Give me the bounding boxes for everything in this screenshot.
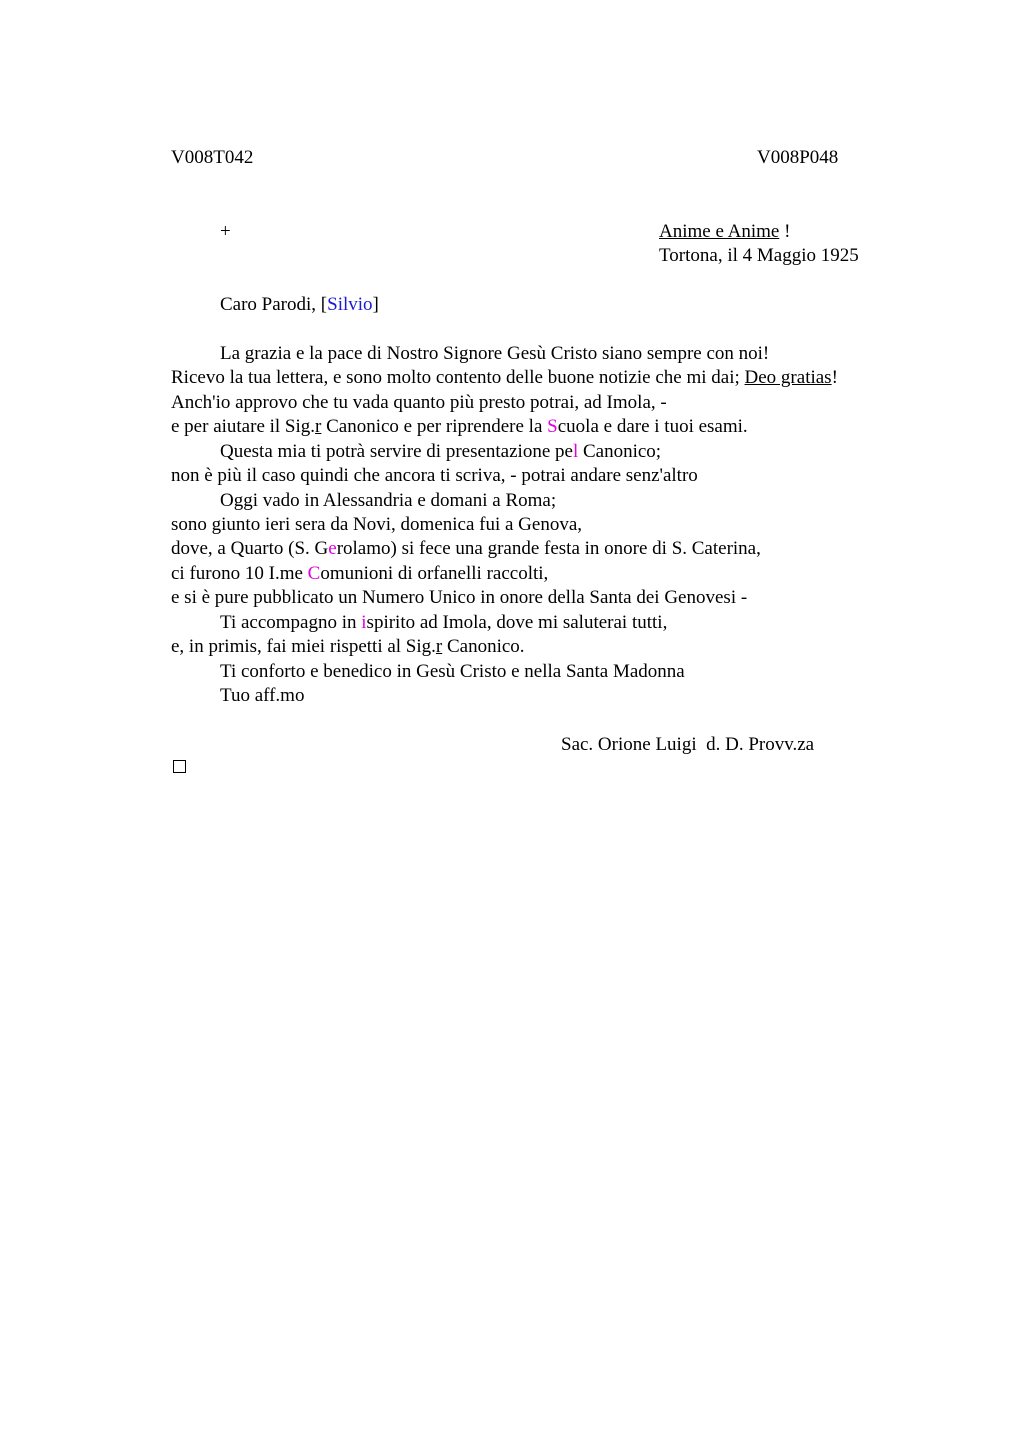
salutation-name: Silvio	[327, 294, 373, 315]
end-marker-box	[173, 760, 186, 773]
body-line-3: Anch'io approvo che tu vada quanto più presto potrai, ad Imola, -	[171, 392, 667, 413]
body-line-13	[171, 635, 525, 659]
body-line-4-c: cuola e dare i tuoi esami.	[557, 416, 748, 437]
salutation-suffix: ]	[372, 294, 379, 315]
body-line-12-mark: i	[361, 612, 367, 633]
body-line-8: sono giunto ieri sera da Novi, domenica fui a Genova,	[171, 514, 583, 535]
body-line-4-b: Canonico e per riprendere la	[321, 416, 548, 437]
body-line-14: Ti conforto e benedico in Gesù Cristo e nella Santa Madonna	[220, 661, 685, 682]
body-line-5-b: Canonico;	[578, 441, 662, 462]
body-line-10-b: omunioni di orfanelli raccolti,	[320, 563, 549, 584]
body-line-7: Oggi vado in Alessandria e domani a Roma;	[220, 490, 557, 511]
body-line-4-a: e per aiutare il Sig.	[171, 416, 316, 437]
cross-symbol: +	[220, 221, 231, 242]
body-line-13-u: r	[435, 636, 443, 657]
body-line-5-a: Questa mia ti potrà servire di presentazione pe	[220, 441, 573, 462]
closing: Tuo aff.mo	[220, 685, 305, 706]
body-line-4-mark: S	[547, 416, 558, 437]
motto-suffix: !	[779, 221, 791, 242]
body-line-9	[171, 537, 761, 561]
motto	[659, 220, 790, 244]
body-line-12-b: spirito ad Imola, dove mi saluterai tutti,	[366, 612, 668, 633]
body-line-10-a: ci furono 10 I.me	[171, 563, 308, 584]
body-line-9-b: rolamo) si fece una grande festa in onore di S. Caterina,	[336, 538, 761, 559]
motto-underlined: Anime e Anime	[659, 221, 780, 242]
body-line-2	[171, 366, 838, 390]
signature: Sac. Orione Luigi d. D. Provv.za	[561, 734, 815, 755]
body-line-4	[171, 415, 748, 439]
body-line-9-a: dove, a Quarto (S. G	[171, 538, 329, 559]
salutation	[220, 293, 379, 317]
body-line-12	[220, 611, 667, 635]
body-line-2-b: !	[831, 367, 838, 388]
salutation-prefix: Caro Parodi, [	[220, 294, 328, 315]
body-line-11: e si è pure pubblicato un Numero Unico in onore della Santa dei Genovesi -	[171, 587, 748, 608]
body-line-12-a: Ti accompagno in	[220, 612, 362, 633]
body-line-4-u: r	[315, 416, 322, 437]
body-line-10	[171, 562, 548, 586]
body-line-5	[220, 440, 661, 464]
body-line-13-b: Canonico.	[442, 636, 525, 657]
body-line-1: La grazia e la pace di Nostro Signore Gesù Cristo siano sempre con noi!	[220, 343, 770, 364]
body-line-13-a: e, in primis, fai miei rispetti al Sig.	[171, 636, 436, 657]
body-line-5-mark: l	[572, 441, 579, 462]
body-line-9-mark: e	[328, 538, 337, 559]
body-line-2-a: Ricevo la tua lettera, e sono molto contento delle buone notizie che mi dai;	[171, 367, 745, 388]
document-code-right: V008P048	[757, 147, 839, 168]
deo-gratias: Deo gratias	[744, 367, 832, 388]
document-code-left: V008T042	[171, 147, 254, 168]
body-line-10-mark: C	[307, 563, 321, 584]
place-date: Tortona, il 4 Maggio 1925	[659, 245, 859, 266]
body-line-6: non è più il caso quindi che ancora ti scriva, - potrai andare senz'altro	[171, 465, 698, 486]
